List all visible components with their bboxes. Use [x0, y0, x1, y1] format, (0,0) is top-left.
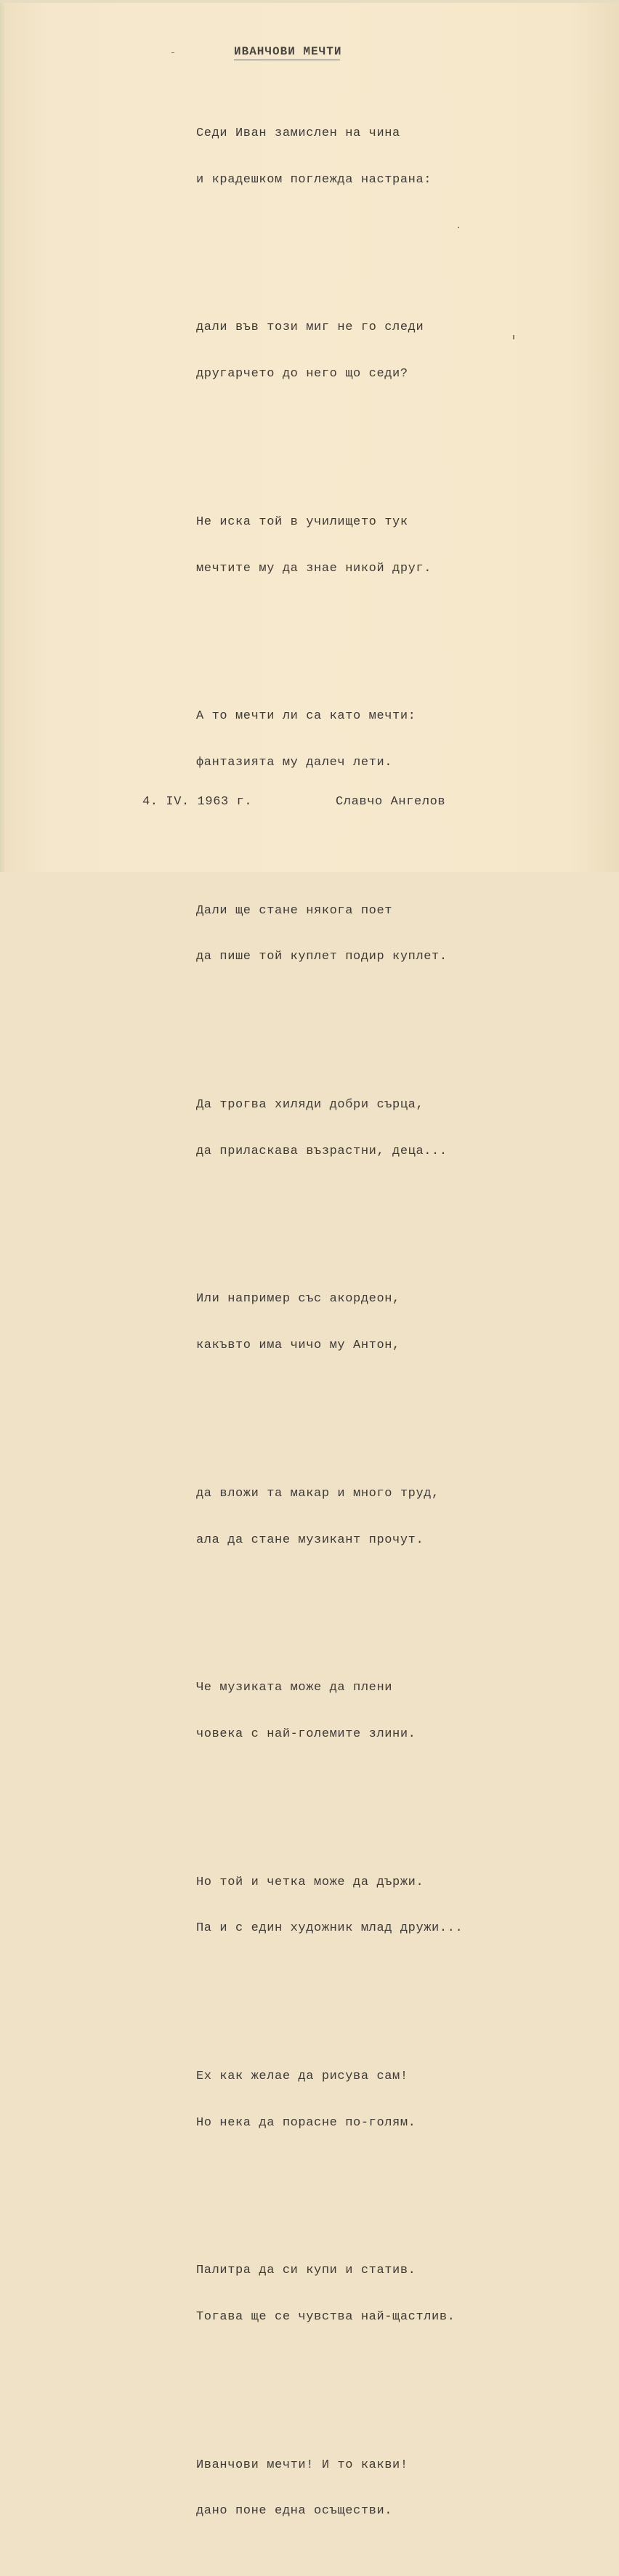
poem-line: Но той и четка може да държи. — [196, 1875, 424, 1889]
stanza — [196, 1457, 463, 1578]
poem-line: Да трогва хиляди добри сърца, — [196, 1097, 424, 1112]
poem-line: да приласкава възрастни, деца... — [196, 1144, 448, 1158]
poem-title: ИВАНЧОВИ МЕЧТИ — [234, 45, 342, 58]
poem-line: другарчето до него що седи? — [196, 367, 408, 381]
paper-speck — [458, 227, 459, 228]
poem-line: и крадешком поглежда настрана: — [196, 172, 432, 187]
poem-line: да вложи та макар и много труд, — [196, 1486, 440, 1501]
poem-line: Или например със акордеон, — [196, 1292, 400, 1307]
poem-line: Дали ще стане някога поет — [196, 903, 393, 918]
stanza — [196, 1262, 463, 1383]
poem-line: Иванчови мечти! И то какви! — [196, 2458, 408, 2472]
poem-line: Ех как желае да рисува сам! — [196, 2069, 408, 2083]
paper-edge — [0, 0, 4, 872]
poem-line: Но нека да порасне по-голям. — [196, 2115, 416, 2130]
poem-line: какъвто има чичо му Антон, — [196, 1339, 400, 1353]
poem-line: Че музиката може да плени — [196, 1681, 393, 1695]
poem-line: фантазията му далеч лети. — [196, 755, 393, 770]
stanza — [196, 2234, 463, 2354]
stanza — [196, 874, 463, 995]
stanza — [196, 1846, 463, 1966]
poem-line: Па и с един художник млад дружи... — [196, 1921, 464, 1936]
poem-date: 4. IV. 1963 г. — [142, 795, 253, 809]
poem-line: Палитра да си купи и статив. — [196, 2264, 416, 2278]
poem-line: Седи Иван замислен на чина — [196, 126, 400, 140]
stanza — [196, 679, 463, 800]
poem-line: човека с най-големите злини. — [196, 1727, 416, 1741]
poem-line: дано поне една осъществи. — [196, 2504, 393, 2519]
stanza — [196, 2040, 463, 2160]
poem-line: А то мечти ли са като мечти: — [196, 709, 416, 724]
poem-line: Не иска той в училището тук — [196, 514, 408, 529]
poem-line: ала да стане музикант прочут. — [196, 1533, 424, 1547]
poem-author: Славчо Ангелов — [336, 795, 446, 809]
stanza — [196, 291, 463, 411]
poem-line: дали във този миг не го следи — [196, 320, 424, 335]
poem-body — [196, 69, 463, 2576]
stanza — [196, 97, 463, 217]
poem-line: мечтите му да знае никой друг. — [196, 561, 432, 576]
paper-speck — [171, 52, 174, 53]
paper-top-edge — [0, 0, 619, 3]
stanza — [196, 1068, 463, 1189]
paper-speck — [513, 335, 514, 339]
poem-line: Тогава ще се чувства най-щастлив. — [196, 2310, 456, 2325]
stanza — [196, 2428, 463, 2549]
stanza — [196, 1651, 463, 1772]
stanza — [196, 485, 463, 606]
poem-line: да пише той куплет подир куплет. — [196, 950, 448, 964]
